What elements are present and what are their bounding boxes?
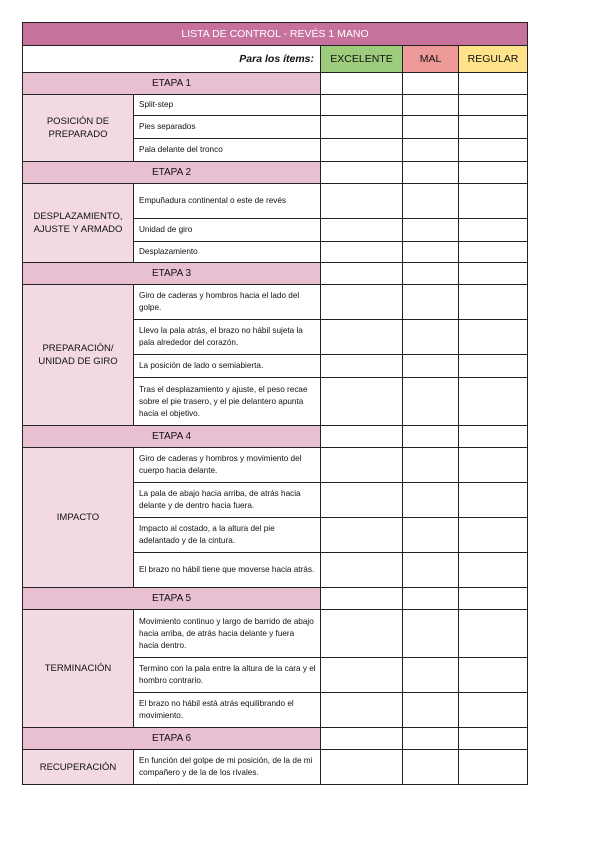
stage-score-cell (321, 588, 403, 610)
score-cell-regular[interactable] (459, 242, 528, 263)
stage-score-cell (459, 728, 528, 750)
score-cell-mal[interactable] (403, 610, 459, 658)
stage-row (23, 162, 528, 184)
header-regular: REGULAR (459, 46, 528, 73)
score-cell-excelente[interactable] (321, 448, 403, 483)
item-label: Tras el desplazamiento y ajuste, el peso recae sobre el pie trasero, y el pie delantero apunta hacia el objetivo. (134, 378, 321, 426)
item-label: Empuñadura continental o este de revés (134, 184, 321, 219)
score-cell-mal[interactable] (403, 750, 459, 785)
score-cell-mal[interactable] (403, 518, 459, 553)
item-label: Pies separados (134, 116, 321, 139)
item-label: Movimiento continuo y largo de barrido de abajo hacia arriba, de atrás hacia delante y fuera hacia dentro. (134, 610, 321, 658)
stage-score-cell (321, 426, 403, 448)
score-cell-mal[interactable] (403, 285, 459, 320)
stage-score-cell (321, 263, 403, 285)
score-cell-excelente[interactable] (321, 610, 403, 658)
stage-score-cell (403, 426, 459, 448)
table-row (23, 610, 528, 658)
for-items-label: Para los ítems: (23, 46, 321, 73)
item-label: El brazo no hábil está atrás equilibrando el movimiento. (134, 693, 321, 728)
score-cell-excelente[interactable] (321, 750, 403, 785)
score-cell-regular[interactable] (459, 658, 528, 693)
score-cell-regular[interactable] (459, 693, 528, 728)
group-label: PREPARACIÓN/ UNIDAD DE GIRO (23, 285, 134, 426)
stage-score-cell (321, 162, 403, 184)
score-cell-regular[interactable] (459, 219, 528, 242)
item-label: Pala delante del tronco (134, 139, 321, 162)
score-cell-regular[interactable] (459, 95, 528, 116)
score-cell-mal[interactable] (403, 116, 459, 139)
score-cell-mal[interactable] (403, 139, 459, 162)
score-cell-regular[interactable] (459, 285, 528, 320)
stage-label: ETAPA 4 (23, 426, 321, 448)
score-cell-excelente[interactable] (321, 219, 403, 242)
table-row (23, 184, 528, 219)
score-cell-excelente[interactable] (321, 320, 403, 355)
stage-label: ETAPA 6 (23, 728, 321, 750)
group-label: POSICIÓN DE PREPARADO (23, 95, 134, 162)
score-cell-excelente[interactable] (321, 285, 403, 320)
score-cell-regular[interactable] (459, 116, 528, 139)
stage-row (23, 728, 528, 750)
page-title: LISTA DE CONTROL - REVÉS 1 MANO (23, 23, 528, 46)
score-cell-mal[interactable] (403, 219, 459, 242)
score-cell-mal[interactable] (403, 553, 459, 588)
score-cell-regular[interactable] (459, 378, 528, 426)
table-row (23, 448, 528, 483)
score-cell-excelente[interactable] (321, 693, 403, 728)
score-cell-excelente[interactable] (321, 658, 403, 693)
table-row (23, 95, 528, 116)
stage-score-cell (403, 73, 459, 95)
score-cell-mal[interactable] (403, 448, 459, 483)
item-label: Giro de caderas y hombros y movimiento del cuerpo hacia delante. (134, 448, 321, 483)
score-cell-excelente[interactable] (321, 553, 403, 588)
stage-score-cell (403, 263, 459, 285)
checklist-table (22, 22, 528, 785)
stage-row (23, 588, 528, 610)
score-cell-mal[interactable] (403, 320, 459, 355)
stage-score-cell (321, 73, 403, 95)
item-label: Termino con la pala entre la altura de la cara y el hombro contrario. (134, 658, 321, 693)
item-label: El brazo no hábil tiene que moverse hacia atrás. (134, 553, 321, 588)
stage-score-cell (403, 588, 459, 610)
stage-score-cell (321, 728, 403, 750)
score-cell-regular[interactable] (459, 553, 528, 588)
stage-score-cell (403, 162, 459, 184)
header-row (23, 46, 528, 73)
score-cell-mal[interactable] (403, 658, 459, 693)
score-cell-mal[interactable] (403, 693, 459, 728)
table-row (23, 750, 528, 785)
score-cell-mal[interactable] (403, 378, 459, 426)
score-cell-excelente[interactable] (321, 483, 403, 518)
group-label: DESPLAZAMIENTO, AJUSTE Y ARMADO (23, 184, 134, 263)
stage-score-cell (459, 426, 528, 448)
stage-score-cell (459, 162, 528, 184)
score-cell-mal[interactable] (403, 184, 459, 219)
group-label: RECUPERACIÓN (23, 750, 134, 785)
stage-label: ETAPA 5 (23, 588, 321, 610)
item-label: En función del golpe de mi posición, de la de mi compañero y de la de los rivales. (134, 750, 321, 785)
item-label: Unidad de giro (134, 219, 321, 242)
score-cell-regular[interactable] (459, 139, 528, 162)
item-label: La pala de abajo hacia arriba, de atrás hacia delante y de dentro hacia fuera. (134, 483, 321, 518)
score-cell-excelente[interactable] (321, 184, 403, 219)
item-label: Giro de caderas y hombros hacia el lado del golpe. (134, 285, 321, 320)
item-label: Impacto al costado, a la altura del pie adelantado y de la cintura. (134, 518, 321, 553)
score-cell-excelente[interactable] (321, 378, 403, 426)
item-label: Split-step (134, 95, 321, 116)
table-row (23, 285, 528, 320)
stage-label: ETAPA 3 (23, 263, 321, 285)
stage-label: ETAPA 1 (23, 73, 321, 95)
header-mal: MAL (403, 46, 459, 73)
score-cell-excelente[interactable] (321, 116, 403, 139)
score-cell-regular[interactable] (459, 610, 528, 658)
score-cell-mal[interactable] (403, 242, 459, 263)
checklist-body (23, 23, 528, 785)
stage-score-cell (459, 263, 528, 285)
score-cell-excelente[interactable] (321, 242, 403, 263)
score-cell-excelente[interactable] (321, 139, 403, 162)
title-row (23, 23, 528, 46)
item-label: La posición de lado o semiabierta. (134, 355, 321, 378)
stage-label: ETAPA 2 (23, 162, 321, 184)
header-excelente: EXCELENTE (321, 46, 403, 73)
score-cell-regular[interactable] (459, 355, 528, 378)
score-cell-regular[interactable] (459, 448, 528, 483)
stage-score-cell (459, 73, 528, 95)
stage-score-cell (403, 728, 459, 750)
item-label: Desplazamiento (134, 242, 321, 263)
score-cell-excelente[interactable] (321, 518, 403, 553)
score-cell-excelente[interactable] (321, 95, 403, 116)
score-cell-regular[interactable] (459, 184, 528, 219)
stage-row (23, 426, 528, 448)
score-cell-mal[interactable] (403, 95, 459, 116)
score-cell-regular[interactable] (459, 750, 528, 785)
group-label: IMPACTO (23, 448, 134, 588)
score-cell-excelente[interactable] (321, 355, 403, 378)
stage-row (23, 73, 528, 95)
group-label: TERMINACIÓN (23, 610, 134, 728)
item-label: Llevo la pala atrás, el brazo no hábil sujeta la pala alrededor del corazón. (134, 320, 321, 355)
stage-score-cell (459, 588, 528, 610)
stage-row (23, 263, 528, 285)
score-cell-mal[interactable] (403, 355, 459, 378)
score-cell-regular[interactable] (459, 518, 528, 553)
score-cell-regular[interactable] (459, 483, 528, 518)
score-cell-regular[interactable] (459, 320, 528, 355)
score-cell-mal[interactable] (403, 483, 459, 518)
